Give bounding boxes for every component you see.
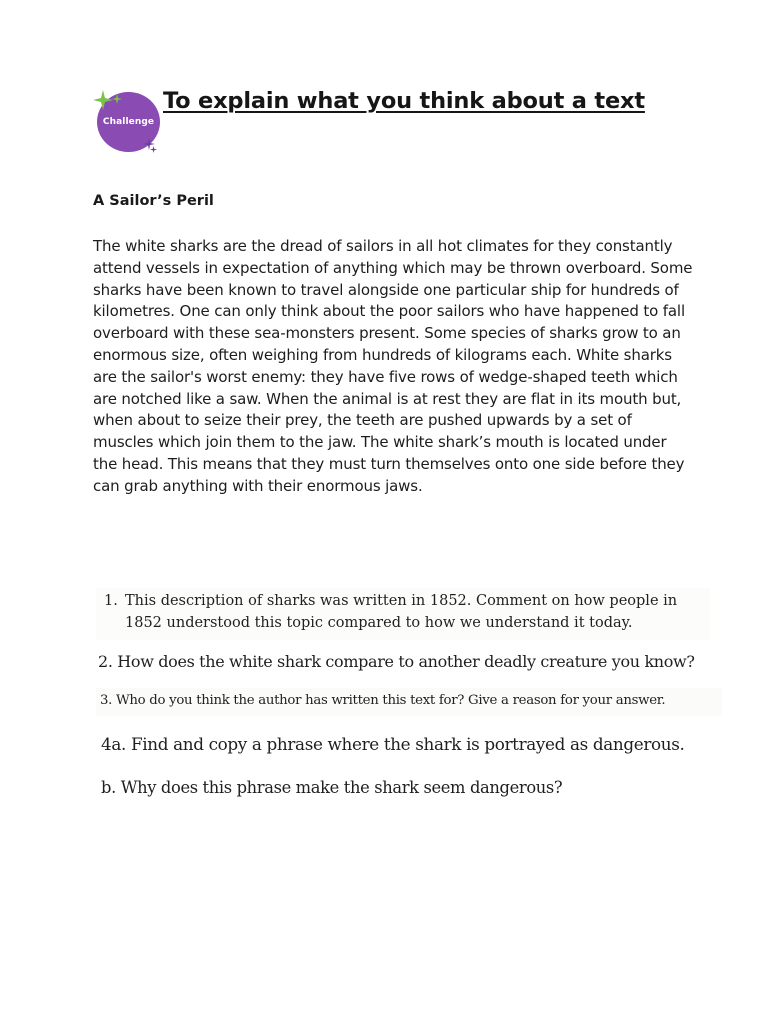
question-1-text: This description of sharks was written in 1852. Comment on how people in 1852 understood this topic compared to how we understand it today. — [125, 593, 678, 631]
passage-title: A Sailor’s Peril — [93, 193, 214, 209]
page-title: To explain what you think about a text — [163, 88, 645, 114]
question-2: 2. How does the white shark compare to another deadly creature you know? — [98, 652, 695, 671]
passage-body: The white sharks are the dread of sailors in all hot climates for they constantly attend vessels in expectation of anything which may be thrown overboard. Some sharks have been known to travel alongside one particular ship for hundreds of kilometres. One can only think about the poor sailors who have happened to fall overboard with these sea-monsters present. Some species of sharks grow to an enormous size, often weighing from hundreds of kilograms each. White sharks are the sailor's worst enemy: they have five rows of wedge-shaped teeth which are notched like a saw. When the animal is at rest they are flat in its mouth but, when about to seize their prey, the teeth are pushed upwards by a set of muscles which join them to the jaw. The white shark’s mouth is located under the head. This means that they must turn themselves onto one side before they can grab anything with their enormous jaws. — [93, 237, 693, 495]
sparkle-small-purple-icon — [150, 146, 157, 153]
sparkle-green-icon — [92, 89, 114, 111]
question-3: 3. Who do you think the author has written this text for? Give a reason for your answer. — [100, 693, 666, 708]
question-4a: 4a. Find and copy a phrase where the shark is portrayed as dangerous. — [101, 734, 685, 754]
question-4b: b. Why does this phrase make the shark seem dangerous? — [101, 778, 563, 797]
question-1-number: 1. — [104, 593, 118, 609]
question-1-block — [96, 588, 710, 640]
badge-label: Challenge — [102, 117, 155, 127]
question-1 — [104, 590, 710, 634]
sparkle-small-green-icon — [112, 94, 122, 104]
